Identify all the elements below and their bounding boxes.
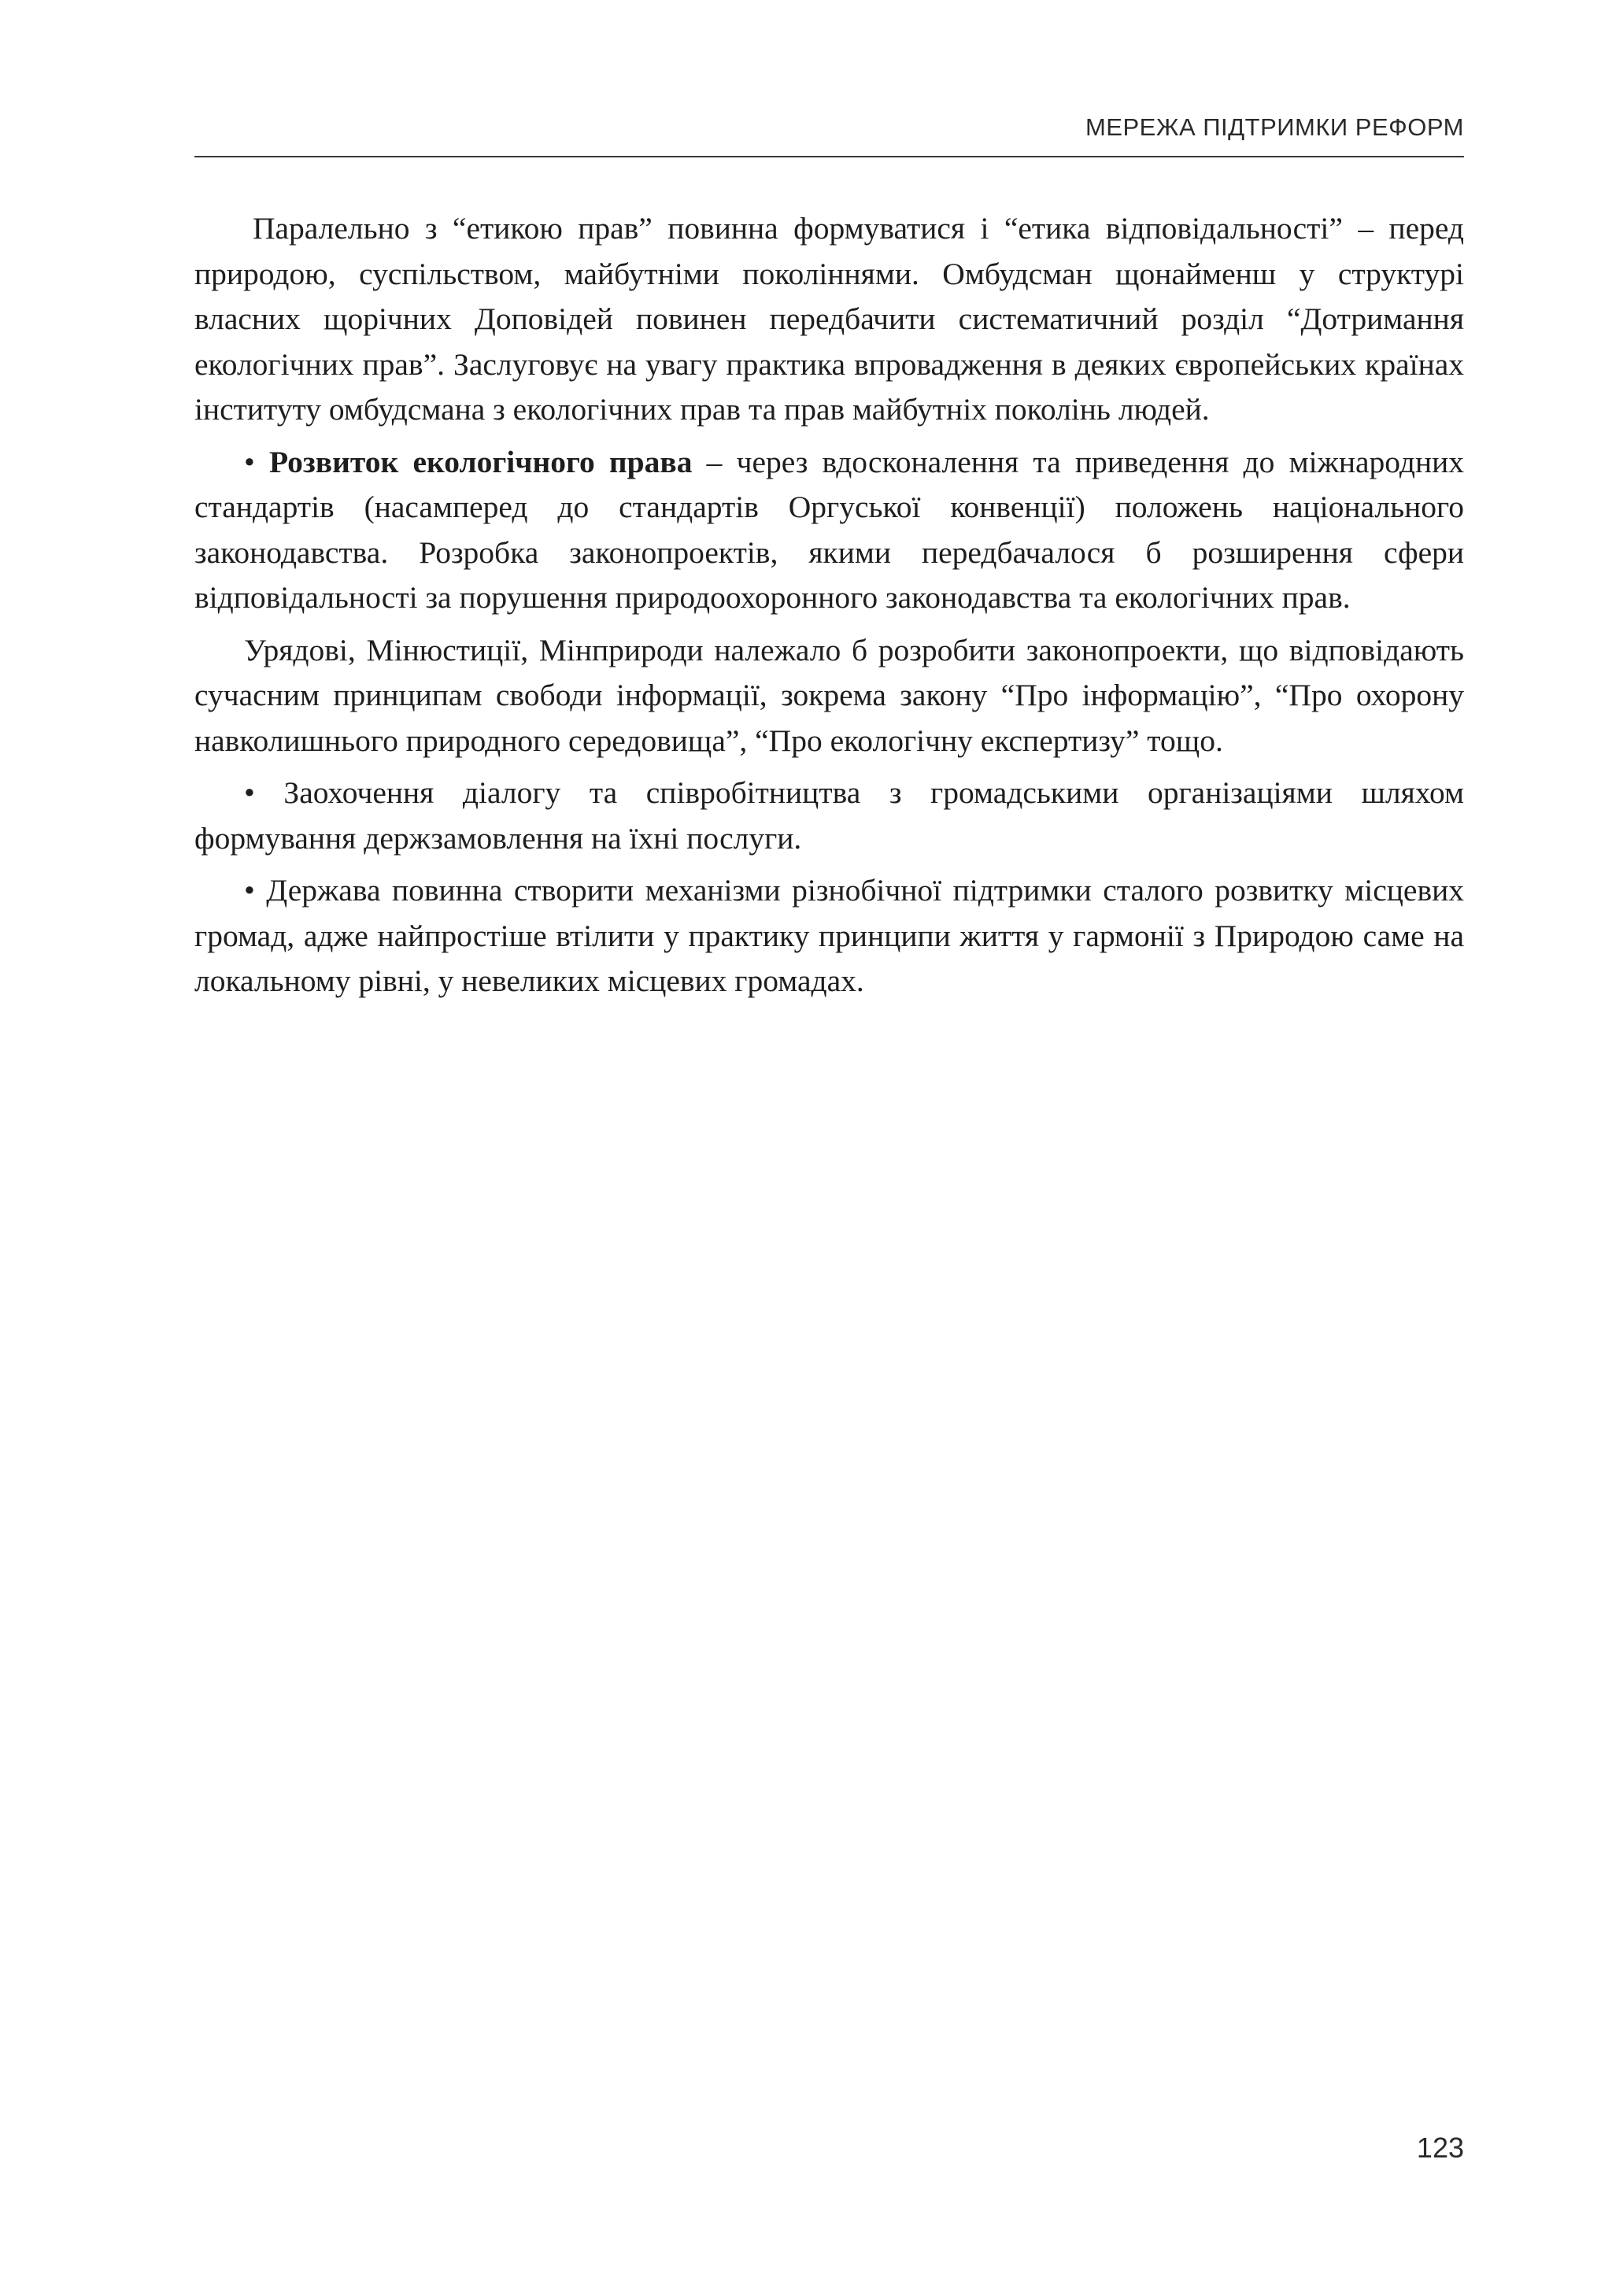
- page-number: 123: [1416, 2131, 1464, 2164]
- paragraph-text: • Держава повинна створити механізми різнобічної підтримки сталого розвитку місцевих громад, адже найпростіше втілити у практику принципи життя у гармонії з Природою саме на локальному рівні, у невеликих місцевих громадах.: [194, 873, 1464, 998]
- paragraph-environmental-law: [194, 440, 1464, 621]
- bullet: •: [244, 444, 270, 479]
- running-header-title: МЕРЕЖА ПІДТРИМКИ РЕФОРМ: [1085, 113, 1464, 141]
- paragraph-ethics-of-responsibility: [194, 206, 1464, 433]
- body-text: [194, 206, 1464, 1011]
- paragraph-text: Паралельно з “етикою прав” повинна формуватися і “етика відповідальності” – перед природою, суспільством, майбутніми поколіннями. Омбудсман щонайменш у структурі власних щорічних Доповідей повинен передбачити систематичний розділ “Дотримання екологічних прав”. Заслуговує на увагу практика впровадження в деяких європейських країнах інституту омбудсмана з екологічних прав та прав майбутніх поколінь людей.: [194, 211, 1464, 427]
- paragraph-draft-laws: [194, 628, 1464, 764]
- paragraph-heading-bold: Розвиток екологічного права: [269, 444, 693, 479]
- paragraph-text: – через вдосконалення та приведення до міжнародних стандартів (насамперед до стандартів Оргуської конвенції) положень національного законодавства. Розробка законопроектів, якими передбачалося б розширення сфери відповідальності за порушення природоохоронного законодавства та екологічних прав.: [194, 444, 1464, 615]
- paragraph-ngo-dialogue: [194, 771, 1464, 861]
- running-header: [194, 110, 1464, 157]
- paragraph-text: • Заохочення діалогу та співробітництва з громадськими організаціями шляхом формування держзамовлення на їхні послуги.: [194, 775, 1464, 856]
- paragraph-local-communities: [194, 868, 1464, 1004]
- paragraph-text: Урядові, Мінюстиції, Мінприроди належало б розробити законопроекти, що відповідають сучасним принципам свободи інформації, зокрема закону “Про інформацію”, “Про охорону навколишнього природного середовища”, “Про екологічну експертизу” тощо.: [194, 632, 1464, 758]
